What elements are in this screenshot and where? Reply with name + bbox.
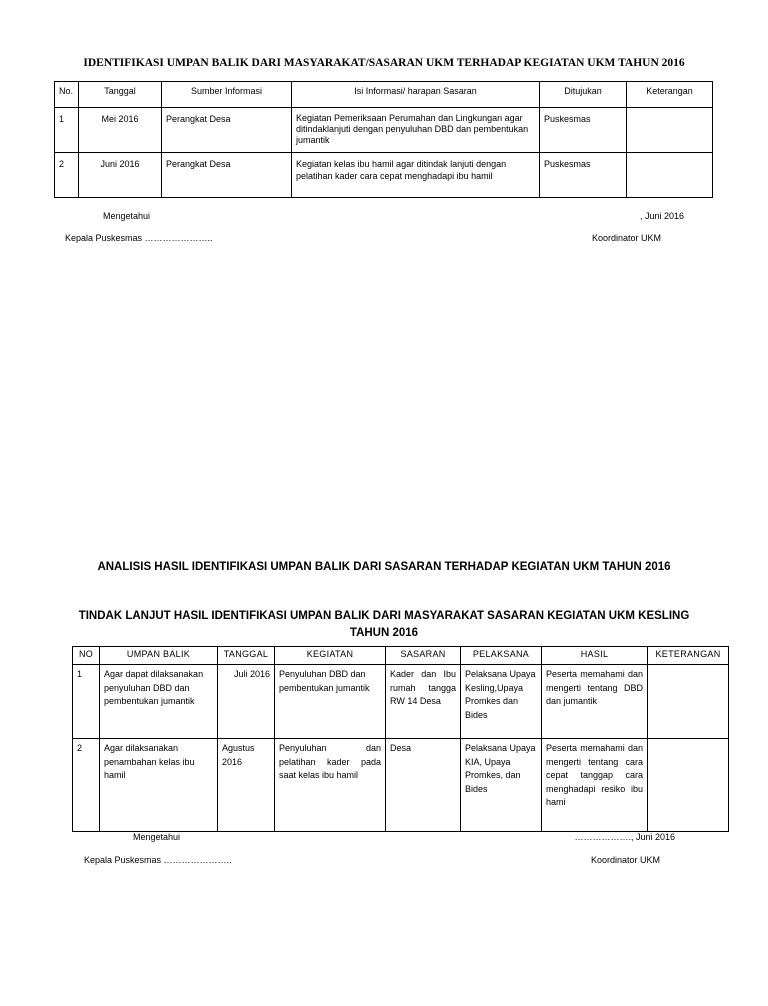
cell-kegiatan: Penyuluhan DBD dan pembentukan jumantik: [275, 665, 386, 739]
cell-umpan-balik: Agar dapat dilaksanakan penyuluhan DBD dan pembentukan jumantik: [100, 665, 218, 739]
header-ditujukan: Ditujukan: [540, 82, 627, 108]
header-sumber-informasi: Sumber Informasi: [162, 82, 292, 108]
cell-no: 2: [73, 739, 100, 832]
cell-hasil: Peserta memahami dan mengerti tentang DBD dan jumantik: [542, 665, 648, 739]
table-header-row: [73, 647, 729, 665]
cell-pelaksana: Pelaksana Upaya Kesling,Upaya Promkes dan Bides: [461, 665, 542, 739]
cell-keterangan: [648, 665, 729, 739]
koordinator-label: Koordinator UKM: [591, 855, 661, 865]
cell-keterangan: [627, 108, 713, 153]
table-header-row: [55, 82, 713, 108]
identifikasi-table: [54, 81, 713, 198]
header-isi-informasi: Isi Informasi/ harapan Sasaran: [292, 82, 540, 108]
cell-tanggal: Juli 2016: [218, 665, 275, 739]
cell-ditujukan: Puskesmas: [540, 153, 627, 198]
header-keterangan: KETERANGAN: [648, 647, 729, 665]
cell-tanggal: Juni 2016: [79, 153, 162, 198]
cell-no: 1: [55, 108, 79, 153]
cell-kegiatan: Penyuluhan dan pelatihan kader pada saat kelas ibu hamil: [275, 739, 386, 832]
cell-sumber: Perangkat Desa: [162, 108, 292, 153]
table-row: [73, 739, 729, 832]
header-hasil: HASIL: [542, 647, 648, 665]
analisis-title: ANALISIS HASIL IDENTIFIKASI UMPAN BALIK DARI SASARAN TERHADAP KEGIATAN UKM TAHUN 2016: [97, 561, 671, 573]
cell-isi: Kegiatan Pemeriksaan Perumahan dan Lingkungan agar ditindaklanjuti dengan penyuluhan DBD dan pembentukan jumantik: [292, 108, 540, 153]
header-pelaksana: PELAKSANA: [461, 647, 542, 665]
signature-date: , Juni 2016: [639, 211, 684, 221]
tindak-lanjut-title-line2: TAHUN 2016: [349, 627, 419, 639]
table-row: [55, 108, 713, 153]
cell-tanggal: Agustus 2016: [218, 739, 275, 832]
header-kegiatan: KEGIATAN: [275, 647, 386, 665]
header-tanggal: TANGGAL: [218, 647, 275, 665]
tindak-lanjut-title-line1: TINDAK LANJUT HASIL IDENTIFIKASI UMPAN BALIK DARI MASYARAKAT SASARAN KEGIATAN UKM KESLING: [78, 610, 690, 622]
table-row: [73, 665, 729, 739]
header-tanggal: Tanggal: [79, 82, 162, 108]
kepala-puskesmas-label: Kepala Puskesmas …………………..: [84, 855, 232, 865]
mengetahui-label: Mengetahui: [103, 211, 151, 221]
cell-sumber: Perangkat Desa: [162, 153, 292, 198]
identifikasi-title: IDENTIFIKASI UMPAN BALIK DARI MASYARAKAT/SASARAN UKM TERHADAP KEGIATAN UKM TAHUN 2016: [83, 57, 685, 69]
cell-keterangan: [648, 739, 729, 832]
tindak-lanjut-title: [60, 608, 708, 642]
header-no: NO: [73, 647, 100, 665]
koordinator-label: Koordinator UKM: [592, 233, 662, 243]
cell-umpan-balik: Agar dilaksanakan penambahan kelas ibu hamil: [100, 739, 218, 832]
signature-date: ………………., Juni 2016: [574, 832, 675, 842]
kepala-puskesmas-label: Kepala Puskesmas …………………..: [65, 233, 213, 243]
header-umpan-balik: UMPAN BALIK: [100, 647, 218, 665]
cell-no: 2: [55, 153, 79, 198]
cell-no: 1: [73, 665, 100, 739]
cell-sasaran: Desa: [386, 739, 461, 832]
cell-hasil: Peserta memahami dan mengerti tentang cara cepat tanggap cara menghadapi resiko ibu hami: [542, 739, 648, 832]
cell-tanggal: Mei 2016: [79, 108, 162, 153]
cell-sasaran: Kader dan Ibu rumah tangga RW 14 Desa: [386, 665, 461, 739]
header-no: No.: [55, 82, 79, 108]
cell-isi: Kegiatan kelas ibu hamil agar ditindak lanjuti dengan pelatihan kader cara cepat menghadapi ibu hamil: [292, 153, 540, 198]
mengetahui-label: Mengetahui: [133, 832, 181, 842]
cell-pelaksana: Pelaksana Upaya KIA, Upaya Promkes, dan Bides: [461, 739, 542, 832]
tindak-lanjut-table: [72, 646, 729, 832]
table-row: [55, 153, 713, 198]
header-sasaran: SASARAN: [386, 647, 461, 665]
cell-keterangan: [627, 153, 713, 198]
cell-ditujukan: Puskesmas: [540, 108, 627, 153]
header-keterangan: Keterangan: [627, 82, 713, 108]
